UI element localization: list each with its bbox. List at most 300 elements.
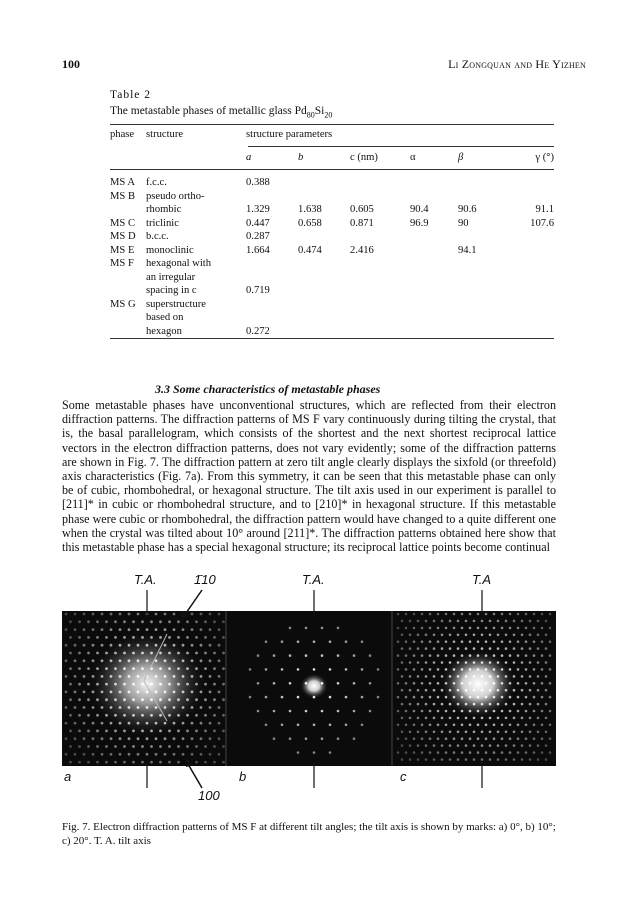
diffraction-spot bbox=[505, 703, 508, 706]
diffraction-spot bbox=[429, 682, 432, 685]
diffraction-spot bbox=[521, 703, 524, 706]
diffraction-spot bbox=[485, 654, 488, 657]
diffraction-spot bbox=[401, 703, 404, 706]
diffraction-spot bbox=[119, 613, 122, 616]
table-row bbox=[110, 284, 554, 298]
phase-table bbox=[110, 128, 554, 142]
diffraction-spot bbox=[353, 710, 356, 713]
diffraction-spot bbox=[321, 682, 324, 685]
diffraction-spot bbox=[369, 654, 372, 657]
diffraction-spot bbox=[509, 737, 512, 740]
diffraction-spot bbox=[191, 753, 194, 756]
diffraction-spot bbox=[493, 682, 496, 685]
table-cell-alpha bbox=[410, 271, 458, 285]
table-row bbox=[110, 271, 554, 285]
diffraction-spot bbox=[105, 745, 108, 748]
diffraction-spot bbox=[155, 737, 158, 740]
diffraction-spot bbox=[437, 751, 440, 754]
diffraction-spot bbox=[101, 613, 104, 616]
diffraction-spot bbox=[101, 644, 104, 647]
diffraction-spot bbox=[204, 730, 207, 733]
diffraction-spot bbox=[513, 620, 516, 623]
table-cell-c: 0.871 bbox=[350, 217, 374, 229]
diffraction-spot bbox=[541, 640, 544, 643]
diffraction-spot bbox=[218, 722, 221, 725]
diffraction-spot bbox=[413, 696, 416, 699]
diffraction-spot bbox=[521, 689, 524, 692]
diffraction-spot bbox=[477, 696, 480, 699]
diffraction-spot bbox=[409, 689, 412, 692]
diffraction-spot bbox=[361, 696, 364, 699]
diffraction-spot bbox=[489, 731, 492, 734]
diffraction-spot bbox=[83, 706, 86, 709]
table-cell-gamma bbox=[510, 244, 554, 258]
diffraction-spot bbox=[78, 714, 81, 717]
diffraction-spot bbox=[421, 737, 424, 740]
diffraction-spot bbox=[417, 703, 420, 706]
diffraction-spot bbox=[105, 652, 108, 655]
diffraction-spot bbox=[481, 758, 484, 761]
diffraction-spot bbox=[525, 751, 528, 754]
diffraction-spot bbox=[305, 654, 308, 657]
label-index-110: 1̄10 bbox=[194, 572, 216, 587]
diffraction-spot bbox=[222, 652, 225, 655]
diffraction-spot bbox=[465, 661, 468, 664]
diffraction-spot bbox=[150, 745, 153, 748]
table-cell-beta bbox=[458, 230, 510, 244]
diffraction-spot bbox=[429, 751, 432, 754]
diffraction-spot bbox=[493, 737, 496, 740]
diffraction-spot bbox=[155, 628, 158, 631]
diffraction-spot bbox=[195, 636, 198, 639]
diffraction-spot bbox=[517, 668, 520, 671]
diffraction-spot bbox=[213, 745, 216, 748]
diffraction-spot bbox=[101, 659, 104, 662]
table-cell-beta bbox=[458, 257, 510, 271]
diffraction-spot bbox=[397, 654, 400, 657]
diffraction-spot bbox=[200, 613, 203, 616]
diffraction-spot bbox=[493, 613, 496, 616]
diffraction-spot bbox=[429, 654, 432, 657]
diffraction-spot bbox=[537, 717, 540, 720]
diffraction-spot bbox=[521, 661, 524, 664]
diffraction-spot bbox=[191, 628, 194, 631]
diffraction-spot bbox=[313, 751, 316, 754]
diffraction-spot bbox=[449, 703, 452, 706]
diffraction-spot bbox=[218, 706, 221, 709]
diffraction-spot bbox=[177, 761, 180, 764]
diffraction-spot bbox=[377, 696, 380, 699]
diffraction-spot bbox=[110, 753, 113, 756]
table-caption-text: The metastable phases of metallic glass Pd bbox=[110, 105, 307, 117]
diffraction-spot bbox=[137, 691, 140, 694]
diffraction-spot bbox=[421, 682, 424, 685]
diffraction-spot bbox=[433, 675, 436, 678]
diffraction-spot bbox=[425, 689, 428, 692]
diffraction-spot bbox=[132, 761, 135, 764]
table-cell-gamma bbox=[510, 271, 554, 285]
diffraction-spot bbox=[110, 613, 113, 616]
diffraction-spot bbox=[533, 696, 536, 699]
diffraction-spot bbox=[481, 675, 484, 678]
diffraction-spot bbox=[517, 682, 520, 685]
diffraction-spot bbox=[493, 710, 496, 713]
diffraction-spot bbox=[441, 758, 444, 761]
diffraction-spot bbox=[128, 753, 131, 756]
diffraction-spot bbox=[437, 668, 440, 671]
diffraction-spot bbox=[429, 724, 432, 727]
table-cell-phase bbox=[110, 203, 146, 217]
diffraction-spot bbox=[128, 691, 131, 694]
diffraction-figure bbox=[62, 566, 556, 810]
diffraction-spot bbox=[437, 696, 440, 699]
diffraction-spot bbox=[433, 731, 436, 734]
diffraction-spot bbox=[485, 668, 488, 671]
table-cell-alpha bbox=[410, 311, 458, 325]
diffraction-spot bbox=[209, 753, 212, 756]
diffraction-spot bbox=[123, 761, 126, 764]
diffraction-spot bbox=[204, 698, 207, 701]
table-cell-gamma bbox=[510, 311, 554, 325]
diffraction-spot bbox=[105, 667, 108, 670]
diffraction-spot bbox=[164, 722, 167, 725]
table-cell-c bbox=[350, 257, 410, 271]
table-cell-a bbox=[246, 311, 298, 325]
diffraction-spot bbox=[87, 730, 90, 733]
diffraction-spot bbox=[509, 654, 512, 657]
diffraction-spot bbox=[146, 691, 149, 694]
diffraction-spot bbox=[110, 644, 113, 647]
diffraction-spot bbox=[509, 668, 512, 671]
table-row bbox=[110, 190, 554, 204]
diffraction-spot bbox=[101, 753, 104, 756]
diffraction-spot bbox=[433, 703, 436, 706]
diffraction-spot bbox=[529, 717, 532, 720]
diffraction-spot bbox=[329, 724, 332, 727]
diffraction-spot bbox=[353, 682, 356, 685]
table-cell-a bbox=[246, 190, 298, 204]
diffraction-spot bbox=[159, 761, 162, 764]
diffraction-spot bbox=[273, 710, 276, 713]
diffraction-spot bbox=[96, 667, 99, 670]
diffraction-spot bbox=[489, 689, 492, 692]
diffraction-spot bbox=[421, 613, 424, 616]
diffraction-spot bbox=[141, 667, 144, 670]
diffraction-spot bbox=[469, 696, 472, 699]
diffraction-spot bbox=[501, 668, 504, 671]
diffraction-spot bbox=[209, 613, 212, 616]
diffraction-spot bbox=[409, 647, 412, 650]
diffraction-spot bbox=[537, 689, 540, 692]
diffraction-spot bbox=[481, 661, 484, 664]
diffraction-spot bbox=[69, 730, 72, 733]
diffraction-spot bbox=[525, 640, 528, 643]
table-cell-a bbox=[246, 257, 298, 271]
diffraction-spot bbox=[449, 717, 452, 720]
table-cell-phase: MS D bbox=[110, 231, 136, 242]
diffraction-spot bbox=[177, 652, 180, 655]
diffraction-spot bbox=[405, 627, 408, 630]
running-head-text: Li Zongquan and He Yizhen bbox=[448, 57, 586, 71]
diffraction-spot bbox=[377, 668, 380, 671]
diffraction-spot bbox=[159, 698, 162, 701]
table-row bbox=[110, 230, 554, 244]
diffraction-spot bbox=[105, 730, 108, 733]
table-cell-c bbox=[350, 311, 410, 325]
diffraction-spot bbox=[497, 620, 500, 623]
diffraction-spot bbox=[433, 647, 436, 650]
diffraction-spot bbox=[541, 627, 544, 630]
th-beta: β bbox=[458, 152, 464, 163]
diffraction-spot bbox=[465, 689, 468, 692]
table-cell-phase: MS E bbox=[110, 244, 135, 256]
diffraction-spot bbox=[481, 689, 484, 692]
diffraction-spot bbox=[105, 761, 108, 764]
diffraction-spot bbox=[353, 737, 356, 740]
diffraction-spot bbox=[182, 644, 185, 647]
diffraction-spot bbox=[405, 613, 408, 616]
diffraction-spot bbox=[457, 620, 460, 623]
diffraction-spot bbox=[186, 652, 189, 655]
diffraction-spot bbox=[497, 661, 500, 664]
diffraction-spot bbox=[119, 691, 122, 694]
diffraction-spot bbox=[537, 647, 540, 650]
diffraction-spot bbox=[401, 717, 404, 720]
diffraction-spot bbox=[132, 730, 135, 733]
diffraction-spot bbox=[477, 627, 480, 630]
diffraction-spot bbox=[345, 696, 348, 699]
diffraction-spot bbox=[337, 627, 340, 630]
diffraction-spot bbox=[473, 703, 476, 706]
diffraction-spot bbox=[449, 689, 452, 692]
diffraction-spot bbox=[417, 647, 420, 650]
diffraction-spot bbox=[469, 724, 472, 727]
diffraction-spot bbox=[177, 667, 180, 670]
table-cell-structure: b.c.c. bbox=[146, 231, 169, 242]
diffraction-spot bbox=[545, 744, 548, 747]
diffraction-spot bbox=[501, 682, 504, 685]
th-c: c (nm) bbox=[350, 152, 378, 163]
diffraction-spot bbox=[168, 667, 171, 670]
diffraction-spot bbox=[417, 620, 420, 623]
diffraction-spot bbox=[485, 627, 488, 630]
diffraction-spot bbox=[449, 647, 452, 650]
diffraction-spot bbox=[425, 620, 428, 623]
diffraction-spot bbox=[465, 703, 468, 706]
diffraction-spot bbox=[521, 758, 524, 761]
diffraction-spot bbox=[545, 731, 548, 734]
diffraction-spot bbox=[141, 761, 144, 764]
diffraction-spot bbox=[164, 691, 167, 694]
diffraction-spot bbox=[433, 689, 436, 692]
diffraction-spot bbox=[114, 636, 117, 639]
diffraction-spot bbox=[497, 744, 500, 747]
table-cell-c: 2.416 bbox=[350, 244, 374, 256]
table-cell-a: 0.287 bbox=[246, 231, 270, 242]
diffraction-spot bbox=[123, 714, 126, 717]
table-cell-a bbox=[246, 271, 298, 285]
table-row bbox=[110, 311, 554, 325]
diffraction-spot bbox=[164, 706, 167, 709]
diffraction-spot bbox=[425, 675, 428, 678]
diffraction-spot bbox=[119, 659, 122, 662]
table-cell-b bbox=[298, 230, 350, 244]
diffraction-spot bbox=[493, 668, 496, 671]
diffraction-spot bbox=[525, 682, 528, 685]
table-cell-c bbox=[350, 176, 410, 190]
table-cell-structure: rhombic bbox=[146, 204, 182, 215]
diffraction-spot bbox=[168, 761, 171, 764]
diffraction-spot bbox=[405, 737, 408, 740]
diffraction-spot bbox=[150, 698, 153, 701]
diffraction-spot bbox=[297, 696, 300, 699]
diffraction-spot bbox=[445, 724, 448, 727]
diffraction-spot bbox=[222, 683, 225, 686]
diffraction-spot bbox=[78, 652, 81, 655]
diffraction-spot bbox=[457, 744, 460, 747]
diffraction-spot bbox=[159, 667, 162, 670]
diffraction-spot bbox=[329, 696, 332, 699]
diffraction-spot bbox=[137, 644, 140, 647]
diffraction-spot bbox=[74, 691, 77, 694]
diffraction-spot bbox=[533, 668, 536, 671]
diffraction-spot bbox=[361, 668, 364, 671]
diffraction-spot bbox=[321, 710, 324, 713]
diffraction-spot bbox=[445, 627, 448, 630]
diffraction-spot bbox=[513, 703, 516, 706]
diffraction-spot bbox=[78, 745, 81, 748]
diffraction-spot bbox=[289, 710, 292, 713]
diffraction-spot bbox=[87, 745, 90, 748]
diffraction-spot bbox=[501, 627, 504, 630]
diffraction-spot bbox=[489, 744, 492, 747]
table-cell-b bbox=[298, 257, 350, 271]
diffraction-spot bbox=[405, 751, 408, 754]
diffraction-spot bbox=[397, 710, 400, 713]
diffraction-spot bbox=[489, 675, 492, 678]
diffraction-spot bbox=[405, 710, 408, 713]
diffraction-spot bbox=[78, 683, 81, 686]
diffraction-spot bbox=[96, 636, 99, 639]
diffraction-spot bbox=[329, 640, 332, 643]
table-cell-phase: MS G bbox=[110, 298, 136, 310]
diffraction-spot bbox=[87, 698, 90, 701]
diffraction-spot bbox=[517, 724, 520, 727]
diffraction-spot bbox=[74, 613, 77, 616]
diffraction-spot bbox=[461, 640, 464, 643]
table-cell-a: 1.329 bbox=[246, 204, 270, 215]
diffraction-spot bbox=[65, 706, 68, 709]
table-cell-c bbox=[350, 325, 410, 339]
diffraction-spot bbox=[481, 744, 484, 747]
diffraction-spot bbox=[195, 761, 198, 764]
diffraction-spot bbox=[123, 667, 126, 670]
diffraction-spot bbox=[433, 661, 436, 664]
table-cell-phase: MS F bbox=[110, 258, 134, 269]
table-cell-alpha bbox=[410, 190, 458, 204]
diffraction-spot bbox=[485, 696, 488, 699]
diffraction-spot bbox=[505, 689, 508, 692]
diffraction-spot bbox=[541, 682, 544, 685]
diffraction-spot bbox=[541, 737, 544, 740]
diffraction-spot bbox=[337, 710, 340, 713]
diffraction-spot bbox=[465, 717, 468, 720]
diffraction-spot bbox=[481, 647, 484, 650]
diffraction-spot bbox=[529, 661, 532, 664]
diffraction-spot bbox=[429, 737, 432, 740]
diffraction-spot bbox=[114, 683, 117, 686]
diffraction-spot bbox=[521, 717, 524, 720]
diffraction-spot bbox=[461, 627, 464, 630]
diffraction-spot bbox=[521, 634, 524, 637]
diffraction-spot bbox=[537, 744, 540, 747]
diffraction-spot bbox=[74, 706, 77, 709]
diffraction-spot bbox=[453, 682, 456, 685]
diffraction-spot bbox=[110, 628, 113, 631]
diffraction-spot bbox=[425, 731, 428, 734]
label-ta-c: T.A bbox=[472, 572, 492, 587]
diffraction-spot bbox=[200, 737, 203, 740]
diffraction-spot bbox=[114, 698, 117, 701]
diffraction-spot bbox=[441, 620, 444, 623]
diffraction-spot bbox=[110, 722, 113, 725]
diffraction-spot bbox=[313, 724, 316, 727]
diffraction-spot bbox=[505, 744, 508, 747]
diffraction-spot bbox=[92, 628, 95, 631]
diffraction-spot bbox=[114, 761, 117, 764]
table-header-rule bbox=[110, 169, 554, 170]
table-caption-sub2: 20 bbox=[324, 110, 333, 120]
diffraction-spot bbox=[159, 683, 162, 686]
diffraction-spot bbox=[469, 613, 472, 616]
diffraction-spot bbox=[65, 691, 68, 694]
diffraction-spot bbox=[191, 613, 194, 616]
diffraction-spot bbox=[168, 745, 171, 748]
diffraction-spot bbox=[119, 675, 122, 678]
diffraction-spot bbox=[369, 682, 372, 685]
diffraction-spot bbox=[182, 737, 185, 740]
running-head bbox=[448, 57, 586, 72]
diffraction-spot bbox=[493, 640, 496, 643]
diffraction-spot bbox=[305, 682, 308, 685]
diffraction-spot bbox=[209, 722, 212, 725]
diffraction-spot bbox=[445, 710, 448, 713]
diffraction-spot bbox=[445, 613, 448, 616]
diffraction-spot bbox=[485, 613, 488, 616]
paragraph-text: Some metastable phases have unconventional structures, which are reflected from their electron diffraction patterns. The diffraction patterns of MS F vary continuously during tilting the crystal, that is, the basal parallelogram, which consists of the shortest and the next shortest reciprocal lattice vectors in the electron diffraction patterns, does not vary evidently; some of the diffraction patterns are shown in Fig. 7. The diffraction pattern at zero tilt angle clearly displays the sixfold (or threefold) axis characteristics (Fig. 7a). From this symmetry, it can be seen that this metastable phase can only be of cubic, rhombohedral, or hexagonal structure. The tilt axis used in our experiment is parallel to [211]* in cubic or rhombohedral structure, and to [210]* in hexagonal structure. If this metastable phase were cubic or rhombohedral, the diffraction pattern would have changed to a quite different one when the crystal was tilted about 10° around [211]*. The diffraction patterns obtained here show that this metastable phase has a special hexagonal structure; its reciprocal lattice points become continual bbox=[62, 398, 556, 555]
diffraction-spot bbox=[114, 745, 117, 748]
diffraction-spot bbox=[222, 667, 225, 670]
diffraction-spot bbox=[449, 661, 452, 664]
diffraction-spot bbox=[164, 675, 167, 678]
diffraction-spot bbox=[425, 744, 428, 747]
diffraction-spot bbox=[78, 620, 81, 623]
diffraction-spot bbox=[501, 654, 504, 657]
table-cell-gamma bbox=[510, 284, 554, 298]
diffraction-spot bbox=[186, 714, 189, 717]
diffraction-spot bbox=[87, 714, 90, 717]
diffraction-spot bbox=[204, 636, 207, 639]
diffraction-spot bbox=[477, 682, 480, 685]
table-cell-alpha bbox=[410, 257, 458, 271]
diffraction-spot bbox=[481, 717, 484, 720]
diffraction-spot bbox=[417, 744, 420, 747]
table-cell-phase bbox=[110, 271, 146, 285]
diffraction-spot bbox=[313, 640, 316, 643]
diffraction-spot bbox=[305, 710, 308, 713]
diffraction-spot bbox=[321, 737, 324, 740]
diffraction-spot bbox=[549, 668, 552, 671]
